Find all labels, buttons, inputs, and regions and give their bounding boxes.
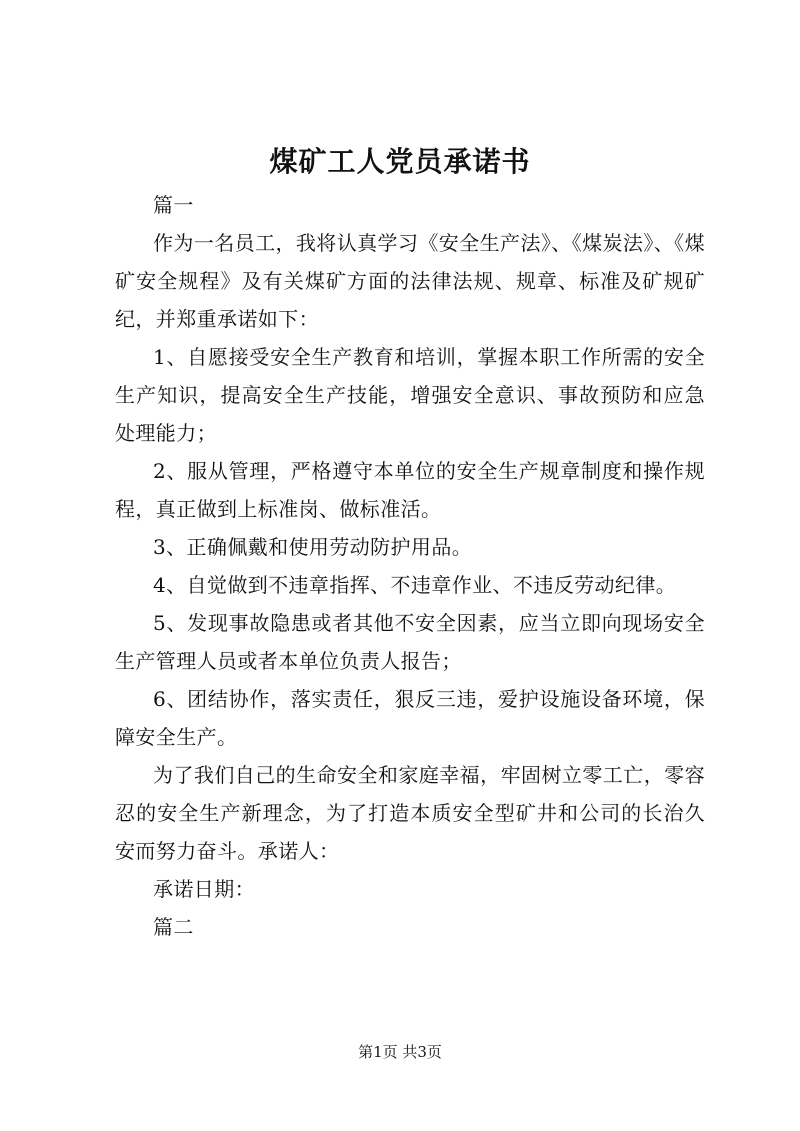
document-title: 煤矿工人党员承诺书 (269, 145, 531, 178)
pledge-date: 承诺日期： (153, 877, 255, 901)
pledge-item-2: 2、服从管理，严格遵守本单位的安全生产规章制度和操作规程，真正做到上标准岗、做标准活。 (115, 459, 705, 521)
page-footer: 第1页 共3页 (358, 1043, 442, 1061)
pledge-item-1: 1、自愿接受安全生产教育和培训，掌握本职工作所需的安全生产知识，提高安全生产技能，增强安全意识、事故预防和应急处理能力； (115, 345, 705, 445)
section-heading-1: 篇一 (153, 193, 194, 217)
pledge-item-4: 4、自觉做到不违章指挥、不违章作业、不违反劳动纪律。 (153, 573, 677, 597)
document-body (115, 186, 705, 946)
pledge-item-5: 5、发现事故隐患或者其他不安全因素，应当立即向现场安全生产管理人员或者本单位负责人报告； (115, 611, 705, 673)
section-heading-2: 篇二 (153, 915, 194, 939)
closing-paragraph: 为了我们自己的生命安全和家庭幸福，牢固树立零工亡，零容忍的安全生产新理念，为了打造本质安全型矿井和公司的长治久安而努力奋斗。承诺人： (115, 763, 705, 863)
pledge-item-3: 3、正确佩戴和使用劳动防护用品。 (153, 535, 473, 559)
pledge-item-6: 6、团结协作，落实责任，狠反三违，爱护设施设备环境，保障安全生产。 (115, 687, 705, 749)
intro-paragraph: 作为一名员工，我将认真学习《安全生产法》、《煤炭法》、《煤矿安全规程》及有关煤矿方面的法律法规、规章、标准及矿规矿纪，并郑重承诺如下： (115, 231, 705, 331)
